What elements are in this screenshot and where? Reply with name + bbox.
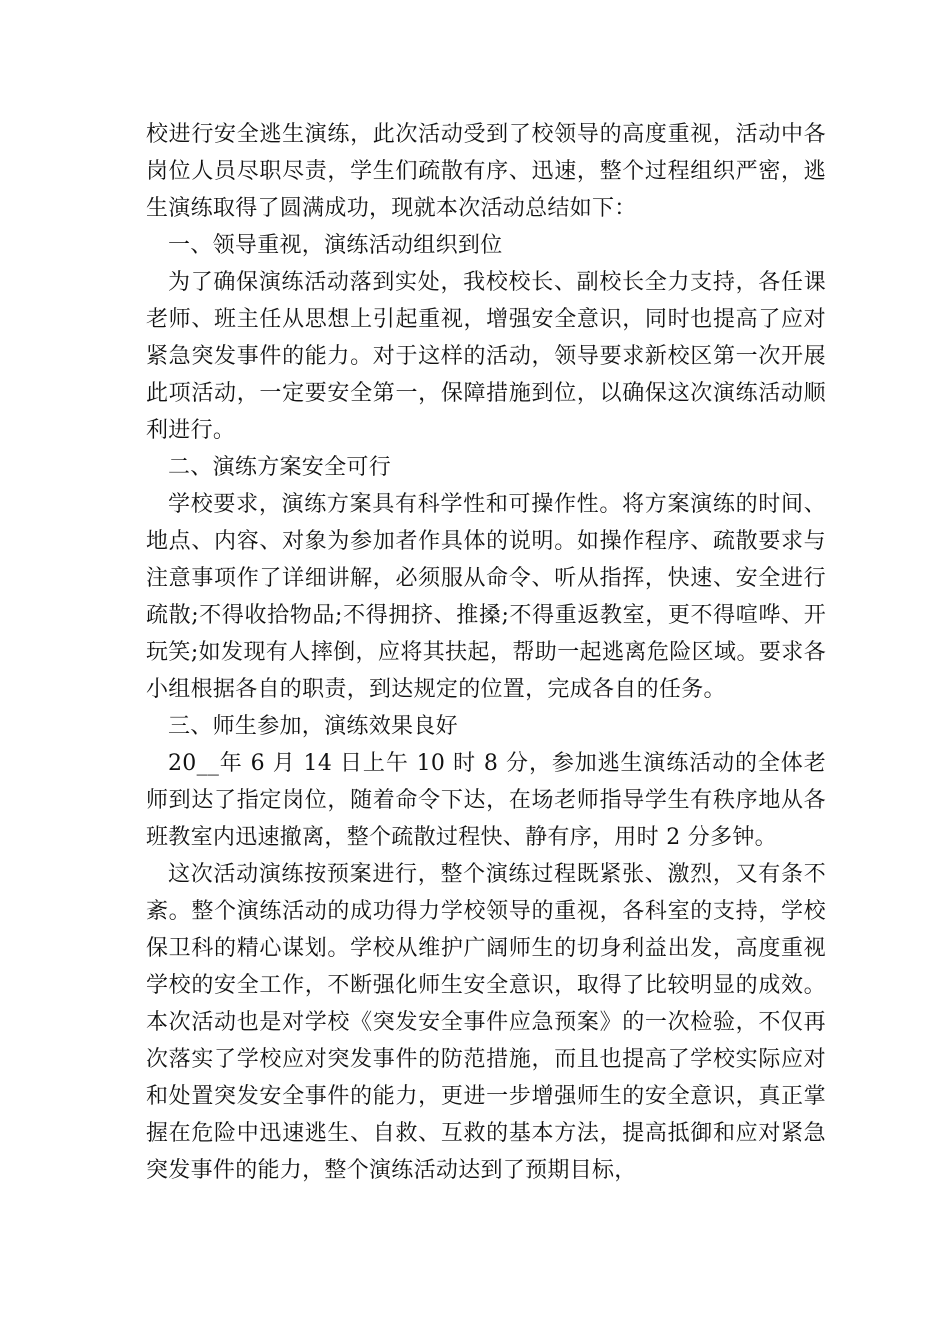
section-heading-3: 三、师生参加，演练效果良好 <box>168 714 458 739</box>
paragraph-intro: 校进行安全逃生演练，此次活动受到了校领导的高度重视，活动中各岗位人员尽职尽责，学生们疏散有序、迅速，整个过程组织严密，逃生演练取得了圆满成功，现就本次活动总结如下： <box>146 122 826 221</box>
paragraph-section-2: 学校要求，演练方案具有科学性和可操作性。将方案演练的时间、地点、内容、对象为参加者作具体的说明。如操作程序、疏散要求与注意事项作了详细讲解，必须服从命令、听从指挥，快速、安全进行疏散;不得收拾物品;不得拥挤、推搡;不得重返教室，更不得喧哗、开玩笑;如发现有人摔倒，应将其扶起，帮助一起逃离危险区域。要求各小组根据各自的职责，到达规定的位置，完成各自的任务。 <box>146 492 826 702</box>
document-body <box>146 116 826 1189</box>
paragraph-section-1: 为了确保演练活动落到实处，我校校长、副校长全力支持，各任课老师、班主任从思想上引起重视，增强安全意识，同时也提高了应对紧急突发事件的能力。对于这样的活动，领导要求新校区第一次开展此项活动，一定要安全第一，保障措施到位，以确保这次演练活动顺利进行。 <box>146 270 826 443</box>
section-heading-2: 二、演练方案安全可行 <box>168 455 392 480</box>
section-heading-1: 一、领导重视，演练活动组织到位 <box>168 233 503 258</box>
paragraph-section-3b: 这次活动演练按预案进行，整个演练过程既紧张、激烈，又有条不紊。整个演练活动的成功得力学校领导的重视，各科室的支持，学校保卫科的精心谋划。学校从维护广阔师生的切身利益出发，高度重视学校的安全工作，不断强化师生安全意识，取得了比较明显的成效。本次活动也是对学校《突发安全事件应急预案》的一次检验，不仅再次落实了学校应对突发事件的防范措施，而且也提高了学校实际应对和处置突发安全事件的能力，更进一步增强师生的安全意识，真正掌握在危险中迅速逃生、自救、互救的基本方法，提高抵御和应对紧急突发事件的能力，整个演练活动达到了预期目标， <box>146 862 826 1183</box>
paragraph-section-3a: 20__年 6 月 14 日上午 10 时 8 分，参加逃生演练活动的全体老师到达了指定岗位，随着命令下达，在场老师指导学生有秩序地从各班教室内迅速撤离，整个疏散过程快、静有序，用时 2 分多钟。 <box>146 751 826 850</box>
